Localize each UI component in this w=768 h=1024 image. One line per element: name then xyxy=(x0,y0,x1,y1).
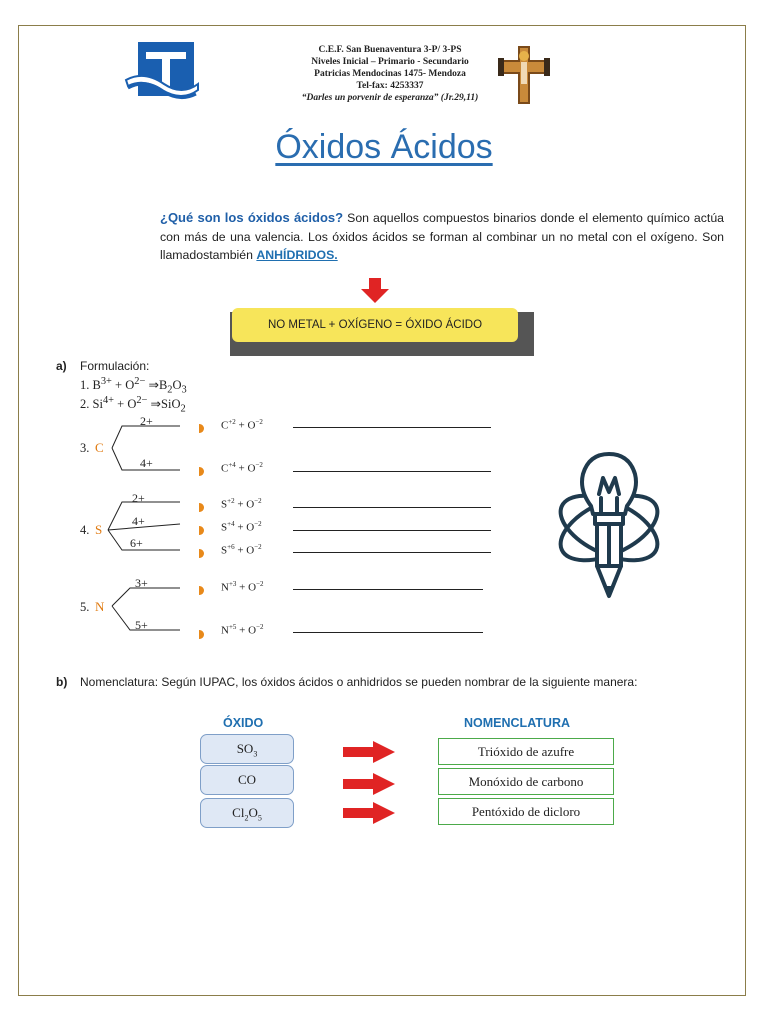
name-box: Pentóxido de dicloro xyxy=(438,798,614,825)
anhidridos-link[interactable]: ANHÍDRIDOS. xyxy=(256,248,338,262)
example-2 xyxy=(80,395,186,415)
item-4-valence-1: 2+ xyxy=(132,491,145,505)
col-oxide-header: ÓXIDO xyxy=(223,716,264,730)
formula-s-2: $S^{+2} + O^{-2}$ xyxy=(221,497,262,511)
crucifix-icon xyxy=(498,44,550,106)
intro-paragraph xyxy=(160,209,724,265)
ex1-valence: 3+ xyxy=(100,376,112,387)
formula-c-4: $C^{+4} + O^{-2}$ xyxy=(221,461,263,475)
right-arrow-icon xyxy=(343,741,395,768)
header-line-address: Patricias Mendocinas 1475- Mendoza xyxy=(314,69,466,79)
intro-text: Son aquellos compuestos binarios donde el elemento químico actúa con más de una valencia. Los óxidos ácidos se forman al combinar un no metal con el oxígeno. Son llamadostambién xyxy=(160,211,724,262)
ex1-arrow: ⇒ xyxy=(148,378,159,393)
rule-box: NO METAL + OXÍGENO = ÓXIDO ÁCIDO xyxy=(232,308,518,342)
right-arrow-icon xyxy=(343,773,395,800)
answer-line[interactable] xyxy=(293,589,483,590)
item-5-valence-2: 5+ xyxy=(135,618,148,632)
formula-s-6: $S^{+6} + O^{-2}$ xyxy=(221,543,262,557)
down-arrow-icon xyxy=(361,278,389,304)
page-title: Óxidos Ácidos xyxy=(275,128,493,166)
answer-line[interactable] xyxy=(293,552,491,553)
answer-line[interactable] xyxy=(293,632,483,633)
section-a-label: a) xyxy=(56,359,67,373)
ex1-oxygen-valence: 2− xyxy=(134,376,146,387)
formula-s-4: $S^{+4} + O^{-2}$ xyxy=(221,520,262,534)
ex2-arrow: ⇒ xyxy=(150,397,162,412)
col-name-header: NOMENCLATURA xyxy=(464,716,571,730)
item-4-element: S xyxy=(95,522,103,537)
ex2-oxygen-valence: 2− xyxy=(136,395,148,406)
ex2-sub1: 2 xyxy=(180,403,186,415)
ex2-element: 2. Si xyxy=(80,397,103,412)
formula-c-2: $C^{+2} + O^{-2}$ xyxy=(221,418,263,432)
section-b-label: b) xyxy=(56,675,68,689)
ex2-result: SiO xyxy=(161,397,181,412)
ex1-oxygen: + O xyxy=(111,378,135,393)
item-3-valence-2: 4+ xyxy=(140,456,153,470)
right-arrow-icon xyxy=(343,802,395,829)
name-box: Trióxido de azufre xyxy=(438,738,614,765)
ex1-result: B xyxy=(158,378,168,393)
branch-lines xyxy=(100,418,210,648)
item-4-valence-3: 6+ xyxy=(130,536,143,550)
example-1 xyxy=(80,376,187,396)
nomenclature-text: Nomenclatura: Según IUPAC, los óxidos ácidos o anhidridos se pueden nombrar de la siguiente manera: xyxy=(80,675,638,689)
school-logo xyxy=(124,40,200,104)
name-box: Monóxido de carbono xyxy=(438,768,614,795)
ex1-result2: O xyxy=(172,378,182,393)
oxide-box: $Cl_2O_5$ xyxy=(200,798,294,828)
oxide-box: $SO_3$ xyxy=(200,734,294,764)
answer-line[interactable] xyxy=(293,507,491,508)
item-3-element: C xyxy=(95,440,104,455)
intro-question: ¿Qué son los óxidos ácidos? xyxy=(160,210,344,225)
formula-n-3: $N^{+3} + O^{-2}$ xyxy=(221,580,264,594)
ex1-sub1: 2 xyxy=(167,384,173,396)
item-3-valence-1: 2+ xyxy=(140,414,153,428)
formulation-heading: Formulación: xyxy=(80,359,150,373)
item-5-number: 5. xyxy=(80,600,90,614)
header-line-motto: “Darles un porvenir de esperanza” (Jr.29,11) xyxy=(301,93,479,103)
ex1-sub2: 3 xyxy=(181,384,187,396)
item-5-element: N xyxy=(95,599,105,614)
ex2-oxygen: + O xyxy=(114,397,137,412)
header-line-levels: Niveles Inicial – Primario - Secundario xyxy=(311,57,469,67)
formula-n-5: $N^{+5} + O^{-2}$ xyxy=(221,623,264,637)
ex1-element: 1. B xyxy=(80,378,101,393)
answer-line[interactable] xyxy=(293,471,491,472)
item-4-number: 4. xyxy=(80,523,90,537)
lightbulb-atom-icon xyxy=(553,448,665,608)
item-4-valence-2: 4+ xyxy=(132,514,145,528)
oxide-box: CO xyxy=(200,765,294,795)
item-5-valence-1: 3+ xyxy=(135,576,148,590)
answer-line[interactable] xyxy=(293,427,491,428)
header-line-phone: Tel-fax: 4253337 xyxy=(356,81,424,91)
header-line-school: C.E.F. San Buenaventura 3-P/ 3-PS xyxy=(318,45,462,55)
item-3-number: 3. xyxy=(80,441,90,455)
answer-line[interactable] xyxy=(293,530,491,531)
ex2-valence: 4+ xyxy=(102,395,115,406)
